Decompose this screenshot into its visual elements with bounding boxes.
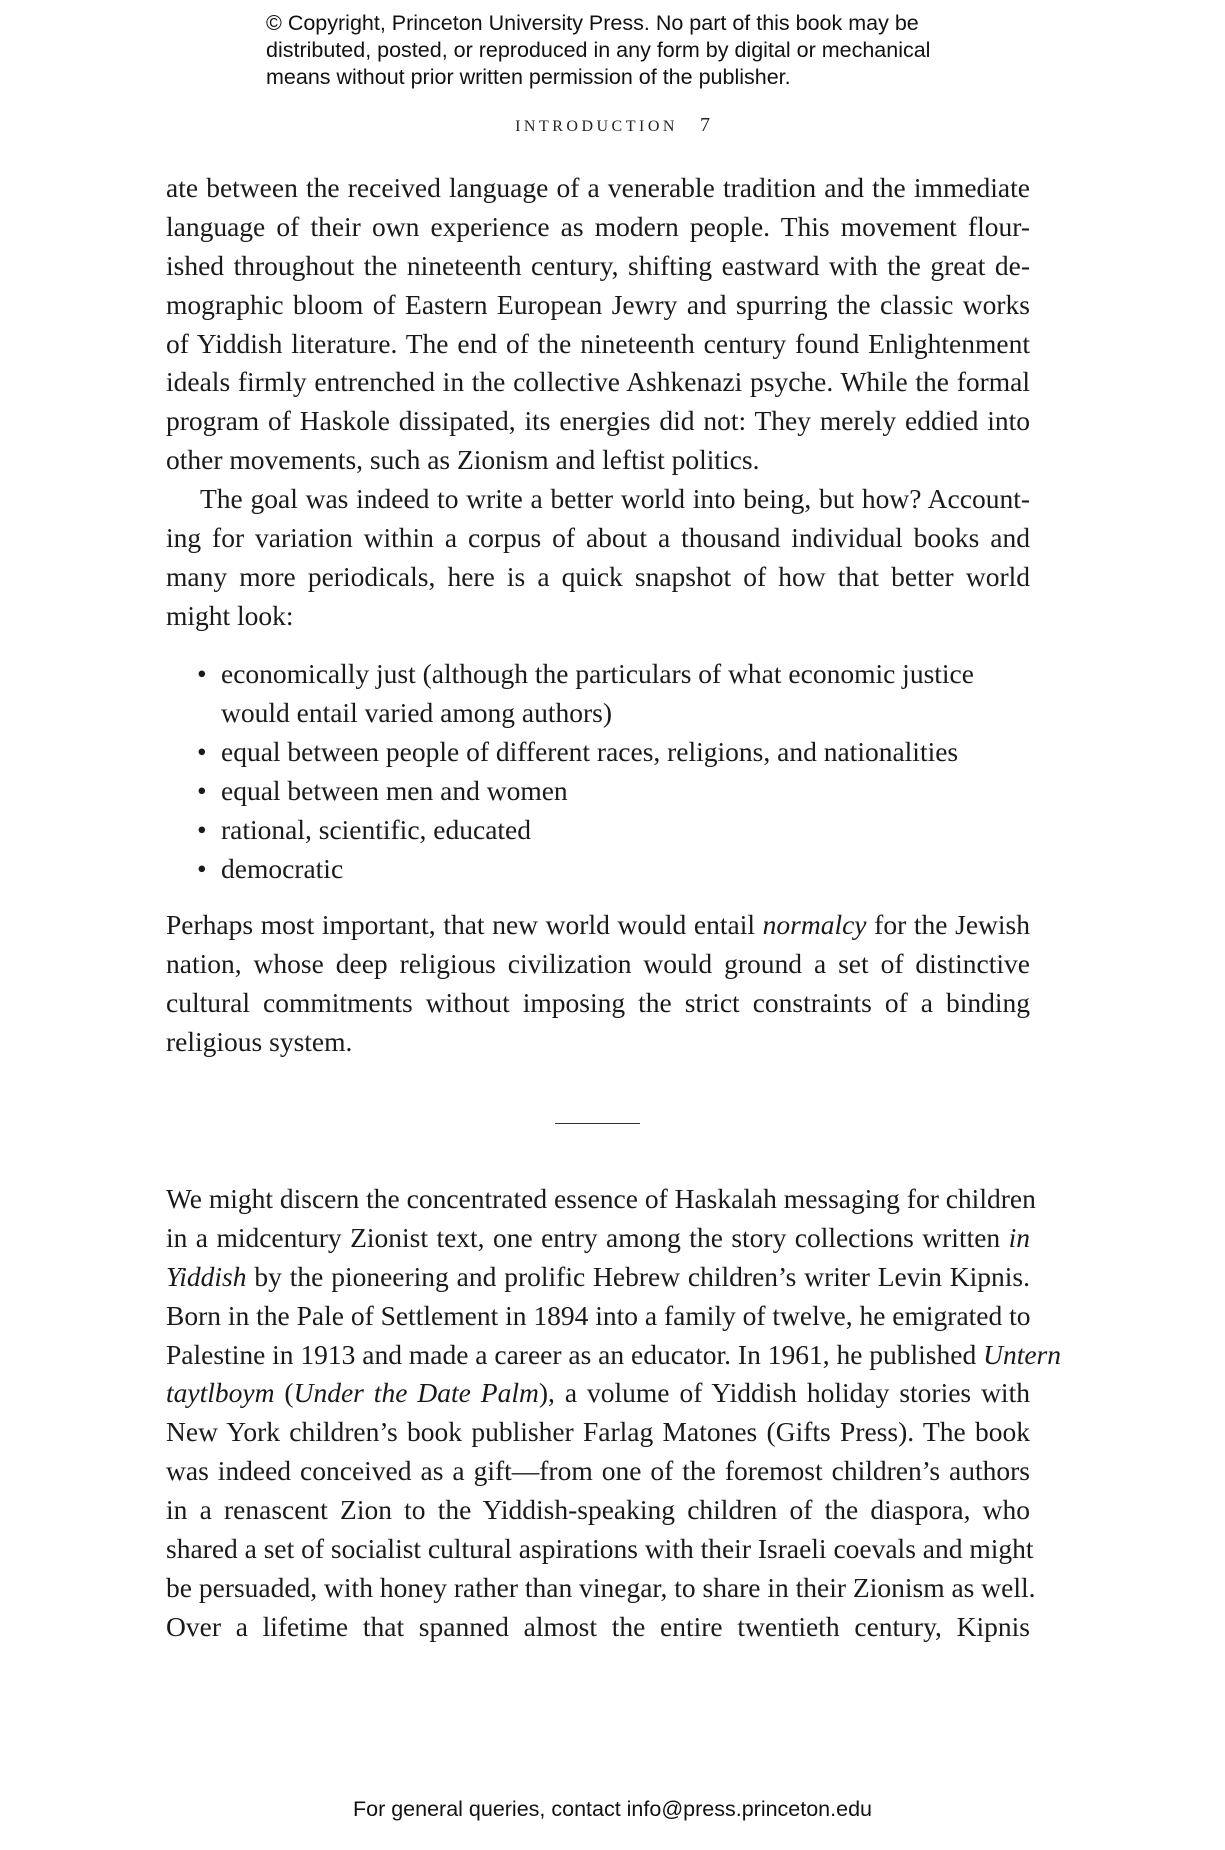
paragraph-3 [166,906,1030,1062]
text-run: ), a volume of Yiddish holiday stories with [538,1377,1030,1409]
italic-term: in [1008,1221,1030,1253]
list-item-text: • rational, scientific, educated [221,813,531,845]
text-run: by the pioneering and prolific Hebrew children’s writer Levin Kipnis. [246,1260,1030,1292]
list-item-text: • equal between men and women [221,774,568,806]
list-item [166,811,1030,850]
running-head [0,114,1225,137]
text-line: Over a lifetime that spanned almost the entire twentieth century, Kipnis [166,1610,1030,1642]
text-line: language of their own experience as modern people. This movement flour- [166,210,1030,242]
list-item [166,850,1030,889]
text-line [166,906,1030,945]
text-line: New York children’s book publisher Farlag Matones (Gifts Press). The book [166,1416,1030,1448]
text-line: of Yiddish literature. The end of the nineteenth century found Enlightenment [166,327,1030,359]
text-run: Palestine in 1913 and made a career as an educator. In 1961, he published [166,1338,984,1370]
book-title: Untern [983,1338,1062,1370]
text-line: shared a set of socialist cultural aspirations with their Israeli coevals and might [166,1533,1034,1565]
italic-term: normalcy [762,909,867,940]
text-run: for the Jewish [866,909,1031,940]
text-line: ate between the received language of a venerable tradition and the immediate [166,172,1030,203]
text-line: ideals firmly entrenched in the collective Ashkenazi psyche. While the formal [166,366,1030,398]
text-line: The goal was indeed to write a better world into being, but how? Account- [200,483,1030,514]
list-item [166,772,1030,811]
text-line [166,1258,1030,1297]
text-line: in a renascent Zion to the Yiddish-speaking children of the diaspora, who [166,1494,1030,1526]
footer-contact: For general queries, contact info@press.princeton.edu [352,1797,872,1821]
text-line: cultural commitments without imposing the strict constraints of a binding [166,986,1030,1018]
page-number: 7 [699,114,710,136]
list-item [166,655,1030,733]
text-line: religious system. [166,1025,353,1057]
text-line: mographic bloom of Eastern European Jewry and spurring the classic works [166,288,1030,320]
text-line: might look: [166,599,294,631]
copyright-line: distributed, posted, or reproduced in any form by digital or mechanical [266,38,931,62]
text-line: We might discern the concentrated essence of Haskalah messaging for children [166,1183,1036,1214]
paragraph-1 [166,169,1030,480]
text-line: ished throughout the nineteenth century, shifting eastward with the great de- [166,249,1030,281]
text-line: many more periodicals, here is a quick snapshot of how that better world [166,560,1030,592]
text-run: in a midcentury Zionist text, one entry among the story collections written [166,1221,1009,1253]
chapter-title: INTRODUCTION [515,118,678,135]
book-title: taytlboym [166,1377,275,1409]
paragraph-2 [166,480,1030,636]
list-item-text: • democratic [221,852,344,884]
text-line: nation, whose deep religious civilization would ground a set of distinctive [166,947,1030,979]
paragraph-4 [166,1180,1062,1647]
text-line: program of Haskole dissipated, its energies did not: They merely eddied into [166,405,1030,437]
section-divider [555,1123,640,1124]
list-item-text: • economically just (although the particulars of what economic justice [221,658,974,689]
text-line: Born in the Pale of Settlement in 1894 into a family of twelve, he emigrated to [166,1299,1031,1331]
text-line [166,1219,1030,1258]
text-line [166,1336,1062,1375]
text-run: Perhaps most important, that new world would entail [166,909,763,940]
text-line: be persuaded, with honey rather than vinegar, to share in their Zionism as well. [166,1571,1036,1603]
list-item [166,733,1030,772]
copyright-line: © Copyright, Princeton University Press. No part of this book may be [266,11,919,35]
list-item-text: • equal between people of different races, religions, and nationalities [221,735,959,767]
book-title-translation: Under the Date Palm [293,1377,539,1409]
text-run: ( [274,1377,294,1409]
text-line: ing for variation within a corpus of about a thousand individual books and [166,521,1030,553]
copyright-line: means without prior written permission of the publisher. [266,65,791,89]
copyright-notice [266,10,1026,91]
ideal-world-list [166,655,1030,888]
italic-term: Yiddish [166,1260,247,1292]
text-line [166,1374,1030,1413]
text-line: other movements, such as Zionism and leftist politics. [166,444,760,476]
list-item-text: would entail varied among authors) [221,696,613,728]
text-line: was indeed conceived as a gift—from one of the foremost children’s authors [166,1455,1030,1487]
